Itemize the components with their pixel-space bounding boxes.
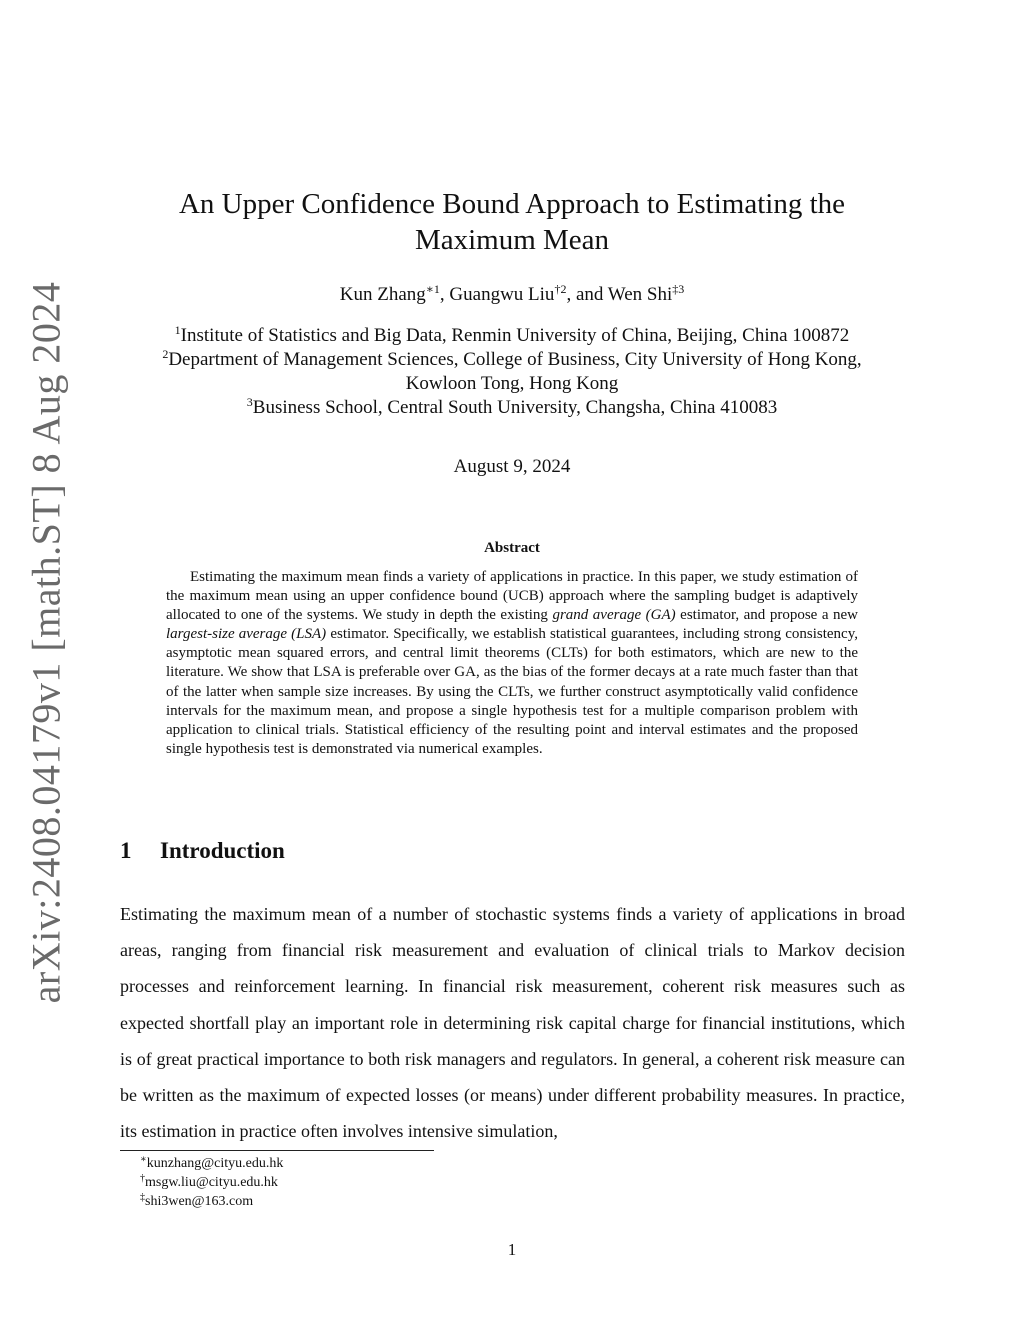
affiliation-text: Department of Management Sciences, College of Business, City University of Hong Kong, (168, 349, 862, 370)
affiliation-number: 2 (162, 347, 169, 361)
author-mark: ∗1 (425, 282, 440, 296)
introduction-paragraph: Estimating the maximum mean of a number of stochastic systems finds a variety of applications in broad areas, ranging from financial risk measurement and evaluation of clinical trials to Markov decision processes and reinforcement learning. In financial risk measurement, coherent risk measures such as expected shortfall play an important role in determining risk capital charge for financial institutions, which is of great practical importance to both risk managers and regulators. In general, a coherent risk measure can be written as the maximum of expected losses (or means) under different probability measures. In practice, its estimation in practice often involves intensive simulation, (120, 904, 905, 1142)
affiliation (110, 372, 914, 396)
abstract-text: Estimating the maximum mean finds a variety of applications in practice. In this paper, we study estimation of the maximum mean using an upper confidence bound (UCB) approach where the sampling budget is adaptively allocated to one of the systems. We study in depth the existing (166, 569, 858, 624)
affiliation-number: 3 (246, 395, 253, 409)
footnote-mark: ∗ (140, 1154, 147, 1165)
affiliation (110, 324, 914, 348)
abstract-emphasis: largest-size average (LSA) (166, 626, 327, 643)
paper-date: August 9, 2024 (453, 456, 571, 477)
paper-title (150, 186, 874, 258)
abstract-text: estimator, and propose a new (675, 607, 859, 624)
abstract-emphasis: grand average (GA) (552, 607, 676, 624)
author-separator: , (439, 284, 450, 305)
affiliation-number: 1 (174, 323, 181, 337)
author-name: Kun Zhang (339, 284, 426, 305)
author-list (150, 283, 874, 307)
arxiv-watermark (23, 281, 69, 1004)
footnote (140, 1173, 283, 1192)
affiliation (110, 348, 914, 372)
footnote (140, 1192, 283, 1211)
author-name: Guangwu Liu (449, 284, 555, 305)
author-mark: †2 (554, 282, 567, 296)
footnote-list (140, 1154, 283, 1211)
arxiv-stamp-text: arXiv:2408.04179v1 [math.ST] 8 Aug 2024 (23, 281, 69, 1004)
affiliation-text: Institute of Statistics and Big Data, Renmin University of China, Beijing, China 100872 (180, 325, 850, 346)
affiliation-text: Kowloon Tong, Hong Kong (405, 373, 619, 394)
footnote (140, 1154, 283, 1173)
footnote-mark: † (140, 1173, 145, 1184)
footnote-mark: ‡ (140, 1192, 145, 1203)
footnote-email: kunzhang@cityu.edu.hk (146, 1156, 284, 1171)
page-number: 1 (507, 1240, 517, 1259)
section-heading (120, 838, 285, 864)
section-number: 1 (120, 838, 132, 863)
footnote-email: shi3wen@163.com (145, 1194, 254, 1209)
section-title: Introduction (160, 838, 285, 863)
abstract-heading: Abstract (484, 540, 540, 556)
footnote-divider (120, 1150, 434, 1151)
title-line-1: An Upper Confidence Bound Approach to Estimating the (178, 188, 846, 220)
abstract-body (166, 568, 858, 759)
title-line-2: Maximum Mean (414, 224, 610, 256)
author-separator: , and (566, 284, 608, 305)
affiliation (110, 396, 914, 420)
author-name: Wen Shi (607, 284, 673, 305)
affiliation-list (110, 324, 914, 420)
affiliation-text: Business School, Central South University, Changsha, China 410083 (252, 397, 778, 418)
author-mark: ‡3 (672, 282, 685, 296)
abstract-text: estimator. Specifically, we establish statistical guarantees, including strong consistency, asymptotic mean squared errors, and central limit theorems (CLTs) for both estimators, which are new to the literature. We show that LSA is preferable over GA, as the bias of the former decays at a rate much faster than that of the latter when sample size increases. By using the CLTs, we further construct asymptotically valid confidence intervals for the maximum mean, and propose a single hypothesis test for a multiple comparison problem with application to clinical trials. Statistical efficiency of the resulting point and interval estimates and the proposed single hypothesis test is demonstrated via numerical examples. (166, 626, 858, 757)
footnote-email: msgw.liu@cityu.edu.hk (145, 1175, 278, 1190)
